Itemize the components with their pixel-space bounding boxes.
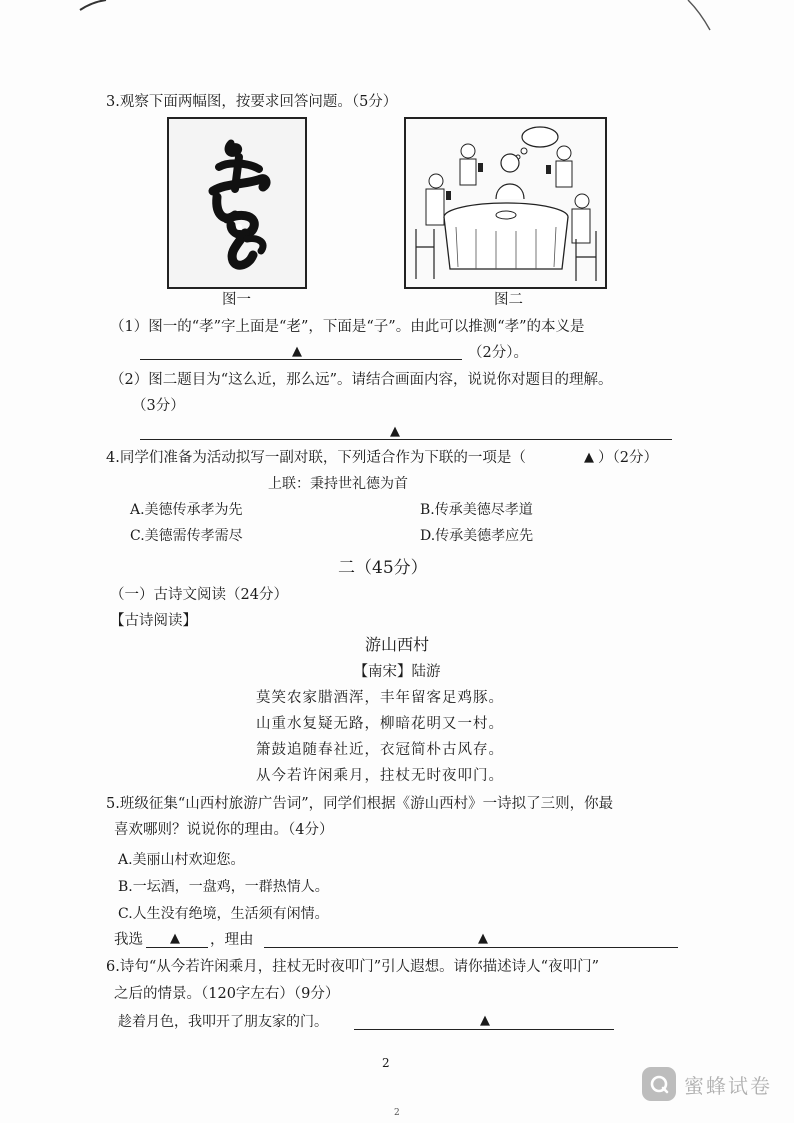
poem-line: 莫笑农家腊酒浑，丰年留客足鸡豚。 [256, 690, 504, 706]
question5-prompt-line1: 5.班级征集“山西村旅游广告词”，同学们根据《游山西村》一诗拟了三则，你最 [106, 796, 614, 812]
option-4b[interactable]: B.传承美德尽孝道 [420, 502, 533, 518]
option-4c[interactable]: C.美德需传孝需尽 [130, 528, 243, 544]
answer-blank-3-2[interactable] [140, 439, 672, 440]
poem-line: 从今若许闲乘月，拄杖无时夜叩门。 [256, 768, 504, 784]
section2-title: 二（45分） [338, 558, 428, 578]
figure2-caption: 图二 [494, 292, 523, 308]
question3-prompt: 3.观察下面两幅图，按要求回答问题。（5分） [106, 94, 398, 110]
blank-marker: ▲ [170, 931, 180, 946]
poem-title: 游山西村 [364, 635, 429, 654]
option-4a[interactable]: A.美德传承孝为先 [130, 502, 243, 518]
question5-answer-prefix: 我选 [114, 932, 143, 948]
blank-marker: ▲ [478, 931, 488, 946]
figure2 [404, 117, 607, 289]
blank-marker: ▲ [584, 450, 594, 465]
blank-marker: ▲ [390, 424, 400, 439]
question3-sub1-score: （2分）。 [468, 345, 528, 361]
xiao-seal-character-icon [169, 119, 305, 287]
question4-prompt-end: ）（2分） [598, 450, 658, 466]
answer-blank-3-1[interactable] [140, 359, 462, 360]
question5-answer-mid: ，理由 [210, 932, 254, 948]
watermark [642, 1067, 772, 1101]
poem-reading-label: 【古诗阅读】 [110, 613, 197, 629]
poem-block [0, 634, 794, 682]
answer-blank-5-reason[interactable] [264, 947, 678, 948]
watermark-logo-icon [642, 1067, 676, 1101]
poem-author: 【南宋】陆游 [353, 664, 441, 680]
answer-blank-5-choice[interactable] [146, 947, 208, 948]
question3-sub2-score: （3分） [132, 398, 185, 414]
upper-couplet: 上联：秉持世礼德为首 [268, 476, 408, 492]
poem-line: 山重水复疑无路，柳暗花明又一村。 [256, 716, 504, 732]
figure1 [167, 117, 307, 289]
question6-prompt-line1: 6.诗句“从今若许闲乘月，拄杖无时夜叩门”引人遐想。请你描述诗人“夜叩门” [106, 959, 599, 975]
option-5b[interactable]: B.一坛酒，一盘鸡，一群热情人。 [118, 879, 329, 895]
blank-marker: ▲ [292, 344, 302, 359]
option-5c[interactable]: C.人生没有绝境，生活须有闲情。 [118, 906, 329, 922]
figure1-caption: 图一 [222, 292, 251, 308]
scan-mark-left [78, 0, 118, 14]
section2-part1: （一）古诗文阅读（24分） [110, 587, 288, 603]
question4-prompt: 4.同学们准备为活动拟写一副对联，下列适合作为下联的一项是（ [106, 450, 526, 466]
page-number-small: 2 [394, 1108, 400, 1118]
page-number: 2 [382, 1056, 390, 1070]
option-4d[interactable]: D.传承美德孝应先 [420, 528, 534, 544]
question5-prompt-line2: 喜欢哪则？说说你的理由。（4分） [114, 822, 334, 838]
family-dinner-illustration-icon [406, 119, 605, 287]
question3-sub1: （1）图一的“孝”字上面是“老”，下面是“子”。由此可以推测“孝”的本义是 [110, 319, 585, 335]
question6-answer-start: 趁着月色，我叩开了朋友家的门。 [118, 1014, 328, 1030]
blank-marker: ▲ [480, 1013, 490, 1028]
question6-prompt-line2: 之后的情景。（120字左右）（9分） [114, 986, 340, 1002]
answer-blank-6[interactable] [354, 1029, 614, 1030]
scan-mark-right [684, 0, 714, 34]
poem-line: 箫鼓追随春社近，衣冠简朴古风存。 [256, 742, 504, 758]
question3-sub2: （2）图二题目为“这么近，那么远”。请结合画面内容，说说你对题目的理解。 [110, 372, 613, 388]
option-5a[interactable]: A.美丽山村欢迎您。 [118, 852, 245, 868]
watermark-text: 蜜蜂试卷 [684, 1073, 772, 1098]
